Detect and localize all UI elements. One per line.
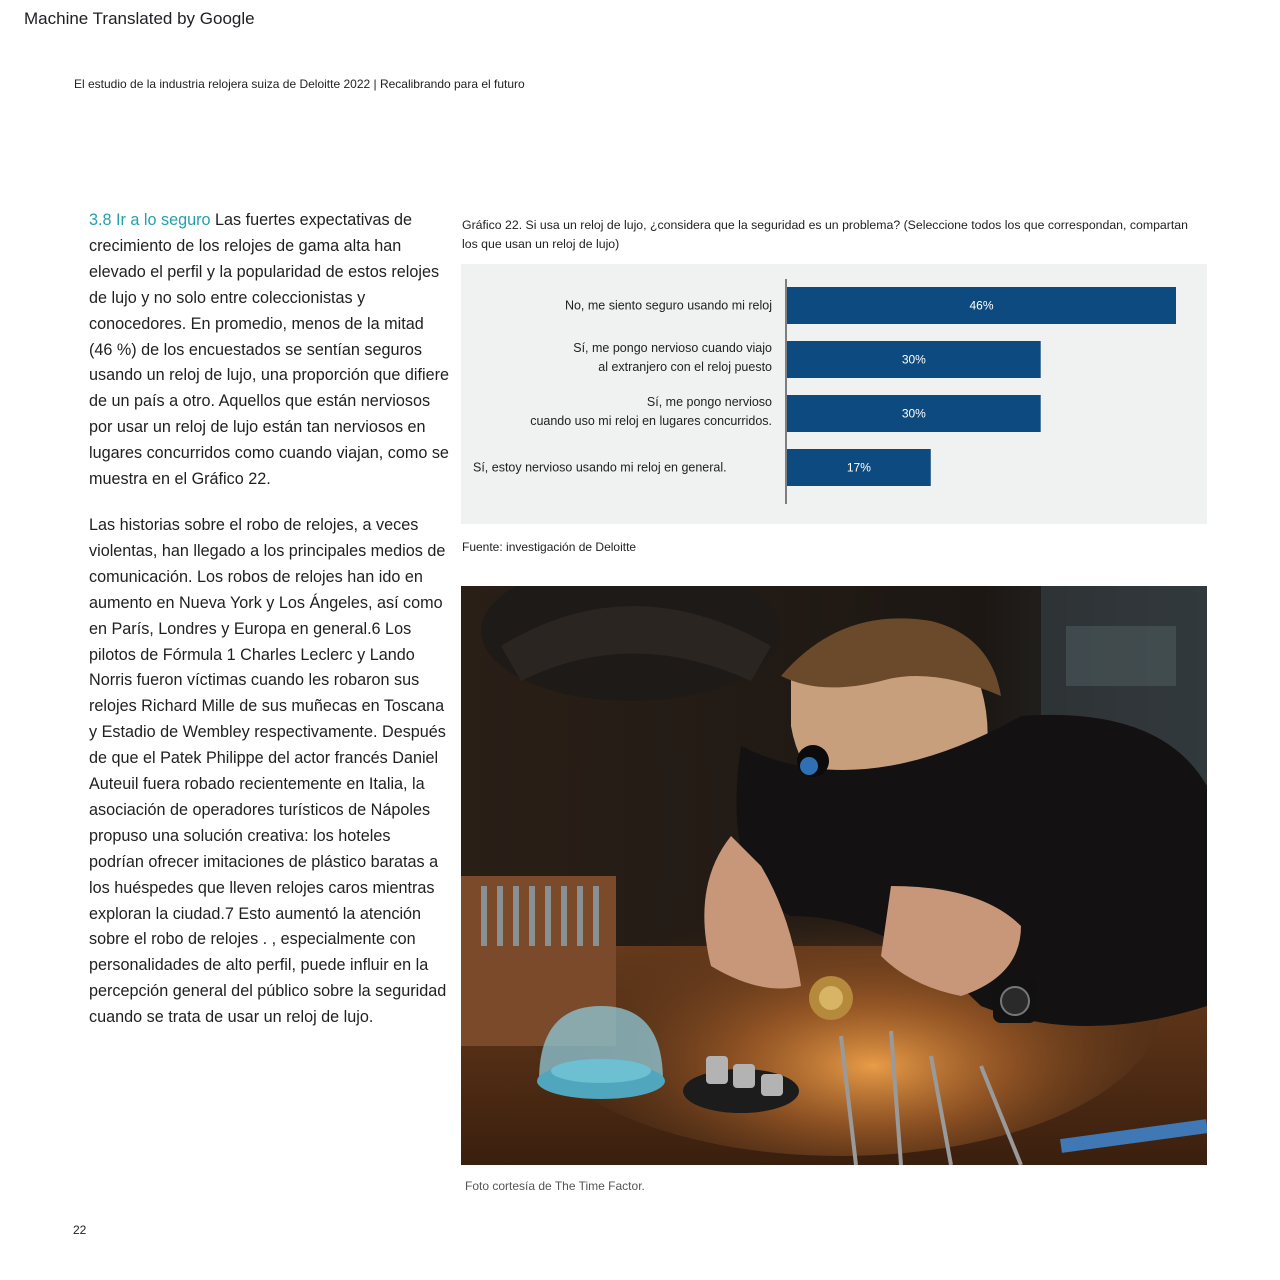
- category-label-1-1: al extranjero con el reloj puesto: [598, 360, 772, 374]
- bar-chart: [461, 264, 1207, 524]
- body-text-column: [89, 208, 449, 1051]
- category-label-2-0: Sí, me pongo nervioso: [646, 395, 772, 409]
- section-heading: 3.8 Ir a lo seguro: [89, 211, 211, 229]
- bar-value-label-2: 30%: [901, 406, 926, 421]
- paragraph-2: Las historias sobre el robo de relojes, a veces violentas, han llegado a los principales medios de comunicación. Los robos de relojes han ido en aumento en Nueva York y Los Ángeles, así como en París, Londres y Europa en general.6 Los pilotos de Fórmula 1 Charles Leclerc y Lando Norris fueron víctimas cuando les robaron sus relojes Richard Mille de sus muñecas en Toscana y Estadio de Wembley respectivamente. Después de que el Patek Philippe del actor francés Daniel Auteuil fuera robado recientemente en Italia, la asociación de operadores turísticos de Nápoles propuso una solución creativa: los hoteles podrían ofrecer imitaciones de plástico baratas a los huéspedes que lleven relojes caros mientras exploran la ciudad.7 Esto aumentó la atención sobre el robo de relojes . , especialmente con personalidades de alto perfil, puede influir en la percepción general del público sobre la seguridad cuando se trata de usar un reloj de lujo.: [89, 515, 447, 1027]
- bar-value-label-1: 30%: [901, 352, 926, 367]
- machine-translation-banner: Machine Translated by Google: [24, 9, 255, 28]
- bar-value-label-0: 46%: [969, 298, 994, 313]
- paragraph-1: [89, 208, 449, 493]
- category-label-2-1: cuando uso mi reloj en lugares concurridos.: [530, 414, 772, 428]
- category-label-1-0: Sí, me pongo nervioso cuando viajo: [573, 341, 772, 355]
- bar-chart-svg: [461, 264, 1207, 524]
- photo-credit: Foto cortesía de The Time Factor.: [465, 1179, 645, 1193]
- running-header: El estudio de la industria relojera suiza de Deloitte 2022 | Recalibrando para el futuro: [74, 77, 525, 91]
- paragraph-1-text: Las fuertes expectativas de crecimiento de los relojes de gama alta han elevado el perfil y la popularidad de estos relojes de lujo y no solo entre coleccionistas y conocedores. En promedio, menos de la mitad (46 %) de los encuestados se sentían seguros usando un reloj de lujo, una proporción que difiere de un país a otro. Aquellos que están nerviosos por usar un reloj de lujo están tan nerviosos en lugares concurridos como cuando viajan, como se muestra en el Gráfico 22.: [89, 211, 449, 489]
- chart-source: Fuente: investigación de Deloitte: [462, 540, 637, 554]
- page-number: 22: [73, 1223, 87, 1237]
- category-label-3-0: Sí, estoy nervioso usando mi reloj en general.: [473, 460, 727, 475]
- watchmaker-photo: [461, 586, 1207, 1165]
- category-label-0-0: No, me siento seguro usando mi reloj: [564, 298, 772, 313]
- bar-value-label-3: 17%: [846, 460, 871, 475]
- watchmaker-illustration: [461, 586, 1207, 1165]
- chart-caption: Gráfico 22. Si usa un reloj de lujo, ¿considera que la seguridad es un problema? (Seleccione todos los que correspondan, compartan los que usan un reloj de lujo): [462, 218, 1188, 251]
